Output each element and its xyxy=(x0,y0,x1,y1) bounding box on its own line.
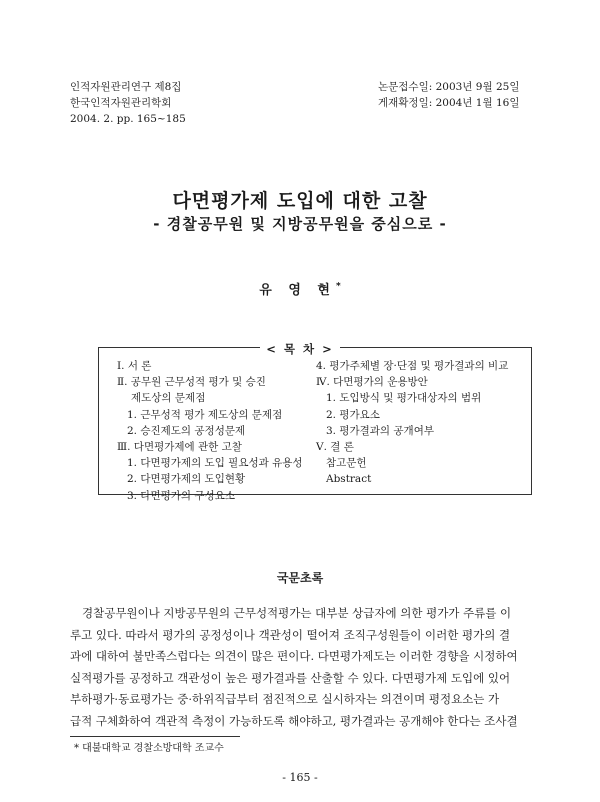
author-affiliation-footnote: * 대불대학교 경찰소방대학 조교수 xyxy=(74,743,224,754)
author-footnote-mark: * xyxy=(336,281,341,292)
received-date: 논문접수일: 2003년 9월 25일 xyxy=(378,81,520,93)
toc-heading xyxy=(0,338,600,357)
abstract-line: 실적평가를 공정하고 객관성이 높은 평가결과를 산출할 수 있다. 다면평가제 도입에 있어 xyxy=(70,670,511,685)
page-number: - 165 - xyxy=(282,771,318,784)
journal-name: 인적자원관리연구 제8집 xyxy=(70,81,182,93)
toc-item: Ⅳ. 다면평가의 운용방안 xyxy=(316,376,428,389)
toc-item: 3. 다면평가의 구성요소 xyxy=(127,489,235,502)
toc-item: 4. 평가주체별 장·단점 및 평가결과의 비교 xyxy=(316,360,509,372)
toc-item: Ⅱ. 공무원 근무성적 평가 및 승진 xyxy=(117,376,266,389)
author-name: 유 영 현 xyxy=(259,283,336,298)
toc-left-column xyxy=(117,358,303,504)
abstract-heading: 국문초록 xyxy=(276,571,324,585)
accepted-date: 게재확정일: 2004년 1월 16일 xyxy=(378,97,520,109)
abstract-line: 과에 대하여 불만족스럽다는 의견이 많은 편이다. 다면평가제도는 이러한 경향을 시정하여 xyxy=(70,649,518,663)
abstract-line: 경찰공무원이나 지방공무원의 근무성적평가는 대부분 상급자에 의한 평가가 주류를 이 xyxy=(82,606,512,620)
toc-item: 1. 근무성적 평가 제도상의 문제점 xyxy=(127,408,283,421)
society-name: 한국인적자원관리학회 xyxy=(70,97,172,109)
abstract-body xyxy=(70,603,530,732)
journal-info xyxy=(70,79,186,127)
submission-dates xyxy=(378,79,519,111)
toc-item: 1. 다면평가제의 도입 필요성과 유용성 xyxy=(127,457,303,470)
abstract-line: 급적 구체화하여 객관적 측정이 가능하도록 해야하고, 평가결과는 공개해야 한다는 조사결 xyxy=(70,713,518,728)
toc-item: 참고문헌 xyxy=(326,457,367,470)
toc-item: Ⅴ. 결 론 xyxy=(316,441,354,454)
toc-right-column xyxy=(316,358,508,488)
toc-item: 2. 승진제도의 공정성문제 xyxy=(127,424,246,437)
paper-title: 다면평가제 도입에 대한 고찰 xyxy=(172,190,428,212)
toc-item: 1. 도입방식 및 평가대상자의 범위 xyxy=(326,392,482,405)
toc-item: 2. 평가요소 xyxy=(326,408,380,421)
toc-item: 3. 평가결과의 공개여부 xyxy=(326,424,434,437)
footnote-divider xyxy=(70,736,240,737)
author-line xyxy=(0,279,600,298)
toc-item: Ⅰ. 서 론 xyxy=(117,360,152,372)
toc-heading-text: < 목 차 > xyxy=(260,342,340,356)
toc-item: 2. 다면평가제의 도입현황 xyxy=(127,473,246,486)
toc-item: Abstract xyxy=(326,473,372,486)
issue-pages: 2004. 2. pp. 165~185 xyxy=(70,113,186,125)
toc-item: 제도상의 문제점 xyxy=(131,392,206,405)
abstract-line: 부하평가·동료평가는 중·하위직급부터 점진적으로 실시하자는 의견이며 평정요소는 가 xyxy=(70,692,500,706)
abstract-line: 루고 있다. 따라서 평가의 공정성이나 객관성이 떨어져 조직구성원들이 이러한 평가의 결 xyxy=(70,627,511,642)
paper-subtitle: - 경찰공무원 및 지방공무원을 중심으로 - xyxy=(153,215,447,233)
toc-item: Ⅲ. 다면평가제에 관한 고찰 xyxy=(117,441,242,454)
